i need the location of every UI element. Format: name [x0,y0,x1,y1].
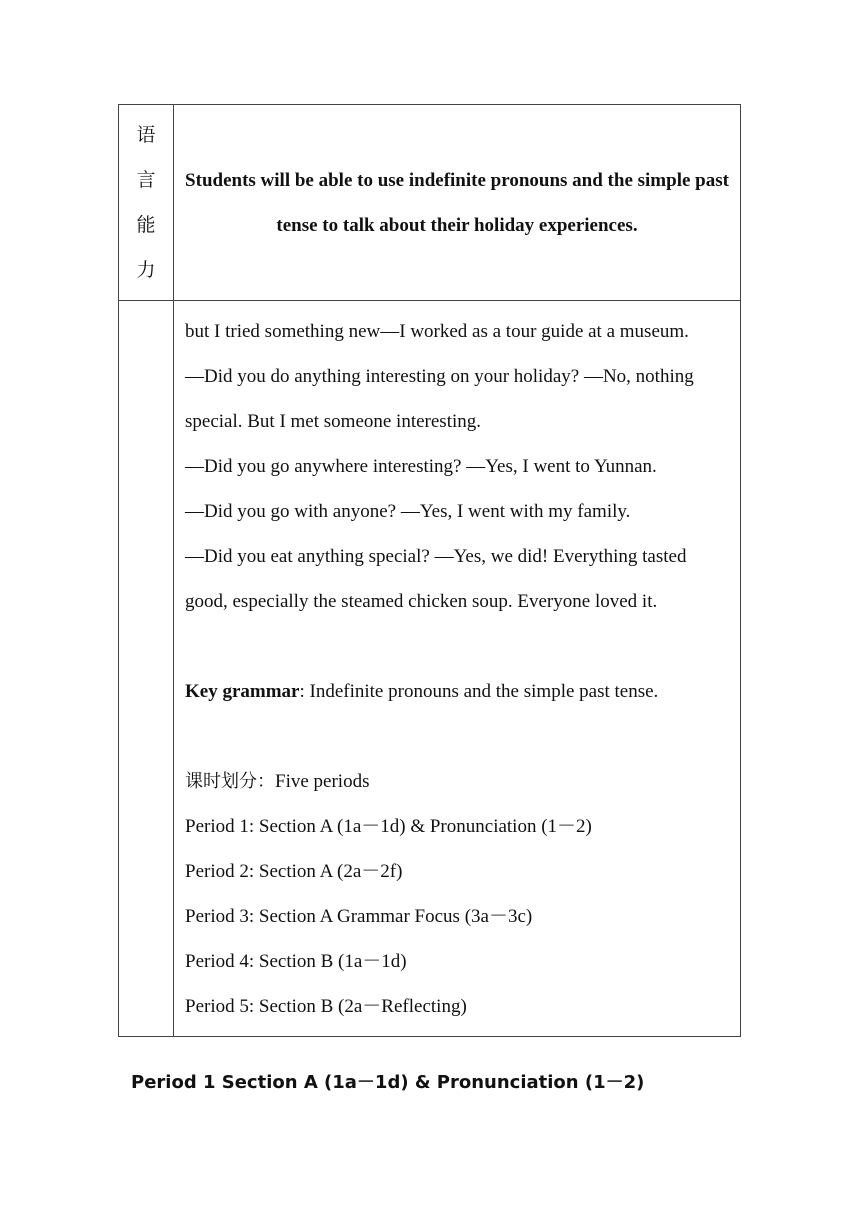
label-char: 言 [136,168,156,191]
periods-count: Five periods [275,771,370,792]
content-row [119,301,741,1037]
content-cell [174,301,741,1037]
key-grammar-text: : Indefinite pronouns and the simple past tense. [299,681,659,702]
dialogue-line: —Did you go with anyone? —Yes, I went with my family. [185,501,631,522]
ability-row [119,105,741,301]
dialogue-line: —Did you do anything interesting on your holiday? —No, nothing special. But I met someone interesting. [185,366,694,432]
label-cell [119,105,174,301]
dialogue-line: —Did you eat anything special? —Yes, we did! Everything tasted good, especially the steamed chicken soup. Everyone loved it. [185,546,687,612]
section-heading: Period 1 Section A (1a－1d) & Pronunciation (1－2) [131,1072,645,1093]
dialogue-line: —Did you go anywhere interesting? —Yes, I went to Yunnan. [185,456,657,477]
period-item: Period 2: Section A (2a－2f) [185,861,403,882]
period-item: Period 1: Section A (1a－1d) & Pronunciation (1－2) [185,816,592,837]
objective-text: Students will be able to use indefinite pronouns and the simple past tense to talk about their holiday experiences. [185,169,729,236]
language-ability-label [119,105,173,300]
empty-label-cell [119,301,174,1037]
label-char: 语 [136,123,156,146]
lesson-plan-table [118,104,741,1037]
period-item: Period 5: Section B (2a－Reflecting) [185,996,467,1017]
label-char: 能 [136,213,156,236]
key-grammar-line [185,669,730,714]
label-char: 力 [136,258,156,281]
objective-cell [174,105,741,301]
period-item: Period 4: Section B (1a－1d) [185,951,407,972]
dialogue-line: but I tried something new—I worked as a tour guide at a museum. [185,321,689,342]
key-grammar-label: Key grammar [185,681,300,702]
period-item: Period 3: Section A Grammar Focus (3a－3c) [185,906,533,927]
periods-line [185,759,730,804]
periods-label: 课时划分： [185,771,275,792]
